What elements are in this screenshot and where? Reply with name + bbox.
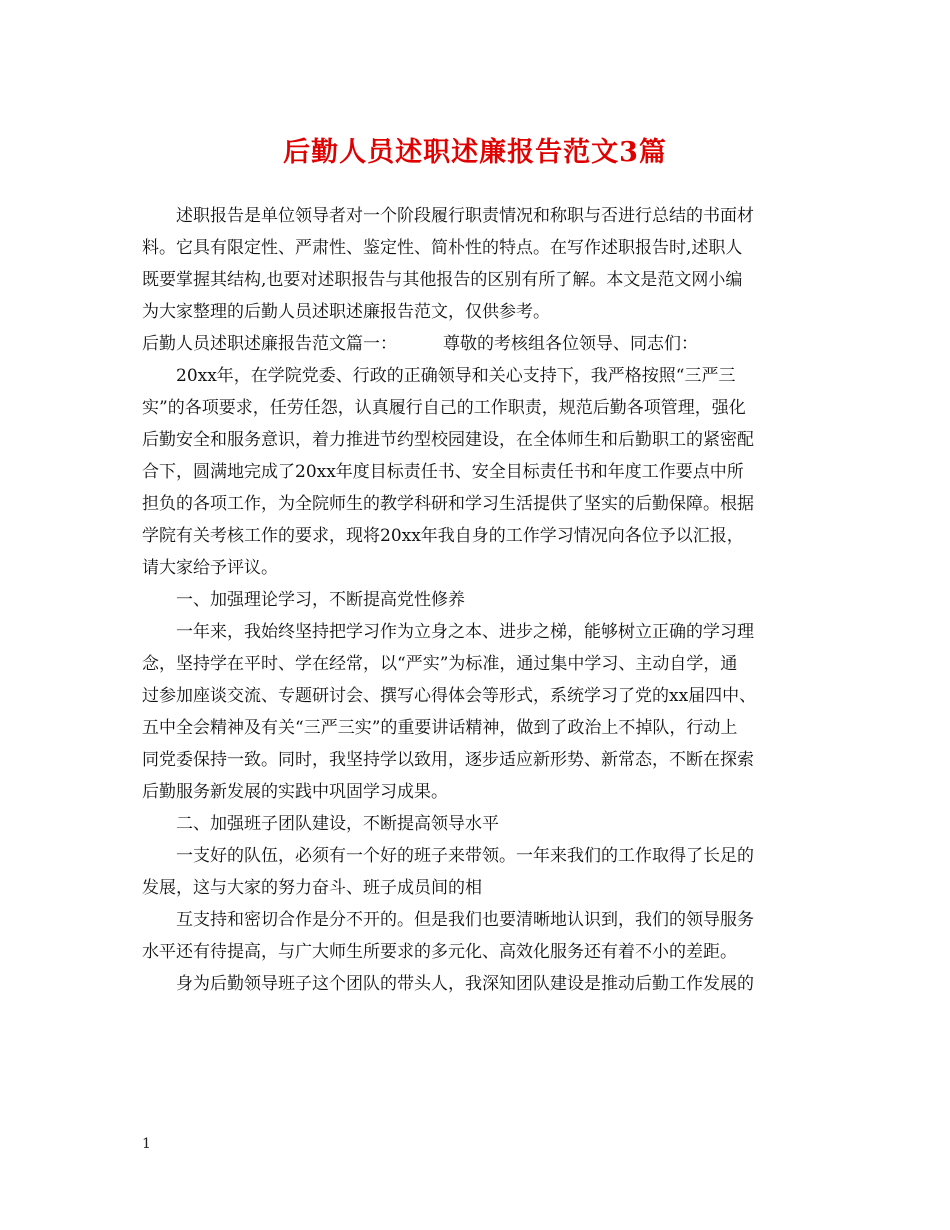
section-heading-line (142, 328, 814, 360)
subheading: 二、加强班子团队建设，不断提高领导水平 (176, 814, 499, 834)
paragraph-line: 请大家给予评议。 (142, 558, 278, 578)
paragraph-line: 同党委保持一致。同时，我坚持学以致用，逐步适应新形势、新常态，不断在探索 (142, 750, 754, 770)
paragraph-line: 一年来，我始终坚持把学习作为立身之本、进步之梯，能够树立正确的学习理 (176, 622, 754, 642)
section-heading: 后勤人员述职述廉报告范文篇一： (142, 334, 397, 354)
paragraph-line: 念，坚持学在平时、学在经常，以“严实”为标准，通过集中学习、主动自学，通 (142, 654, 738, 674)
paragraph-line: 水平还有待提高，与广大师生所要求的多元化、高效化服务还有着不小的差距。 (142, 942, 737, 962)
paragraph-line: 发展，这与大家的努力奋斗、班子成员间的相 (142, 878, 482, 898)
salutation: 尊敬的考核组各位领导、同志们： (443, 334, 698, 354)
document-body (142, 200, 814, 1000)
paragraph-line: 一支好的队伍，必须有一个好的班子来带领。一年来我们的工作取得了长足的 (176, 846, 754, 866)
paragraph-line: 合下，圆满地完成了20xx年度目标责任书、安全目标责任书和年度工作要点中所 (142, 462, 744, 482)
paragraph-line: 既要掌握其结构,也要对述职报告与其他报告的区别有所了解。本文是范文网小编 (142, 270, 743, 290)
paragraph-line: 后勤安全和服务意识，着力推进节约型校园建设，在全体师生和后勤职工的紧密配 (142, 430, 754, 450)
document-title: 后勤人员述职述廉报告范文3篇 (283, 137, 667, 168)
paragraph-line: 五中全会精神及有关“三严三实”的重要讲话精神，做到了政治上不掉队，行动上 (142, 718, 738, 738)
paragraph-line: 互支持和密切合作是分不开的。但是我们也要清晰地认识到，我们的领导服务 (176, 910, 754, 930)
paragraph-line: 身为后勤领导班子这个团队的带头人，我深知团队建设是推动后勤工作发展的 (176, 974, 754, 994)
paragraph-line: 学院有关考核工作的要求，现将20xx年我自身的工作学习情况向各位予以汇报， (142, 526, 744, 546)
paragraph-line: 料。它具有限定性、严肃性、鉴定性、简朴性的特点。在写作述职报告时,述职人 (142, 238, 743, 258)
paragraph-line: 为大家整理的后勤人员述职述廉报告范文，仅供参考。 (142, 302, 550, 322)
paragraph-line: 担负的各项工作，为全院师生的教学科研和学习生活提供了坚实的后勤保障。根据 (142, 494, 754, 514)
paragraph-line: 后勤服务新发展的实践中巩固学习成果。 (142, 782, 448, 802)
subheading: 一、加强理论学习，不断提高党性修养 (176, 590, 465, 610)
paragraph-line: 实”的各项要求，任劳任怨，认真履行自己的工作职责，规范后勤各项管理，强化 (142, 398, 746, 418)
paragraph-line: 20xx年，在学院党委、行政的正确领导和关心支持下，我严格按照“三严三 (176, 366, 736, 386)
paragraph-line: 述职报告是单位领导者对一个阶段履行职责情况和称职与否进行总结的书面材 (176, 206, 754, 226)
page-number: 1 (142, 1136, 151, 1152)
paragraph-line: 过参加座谈交流、专题研讨会、撰写心得体会等形式，系统学习了党的xx届四中、 (142, 686, 757, 706)
